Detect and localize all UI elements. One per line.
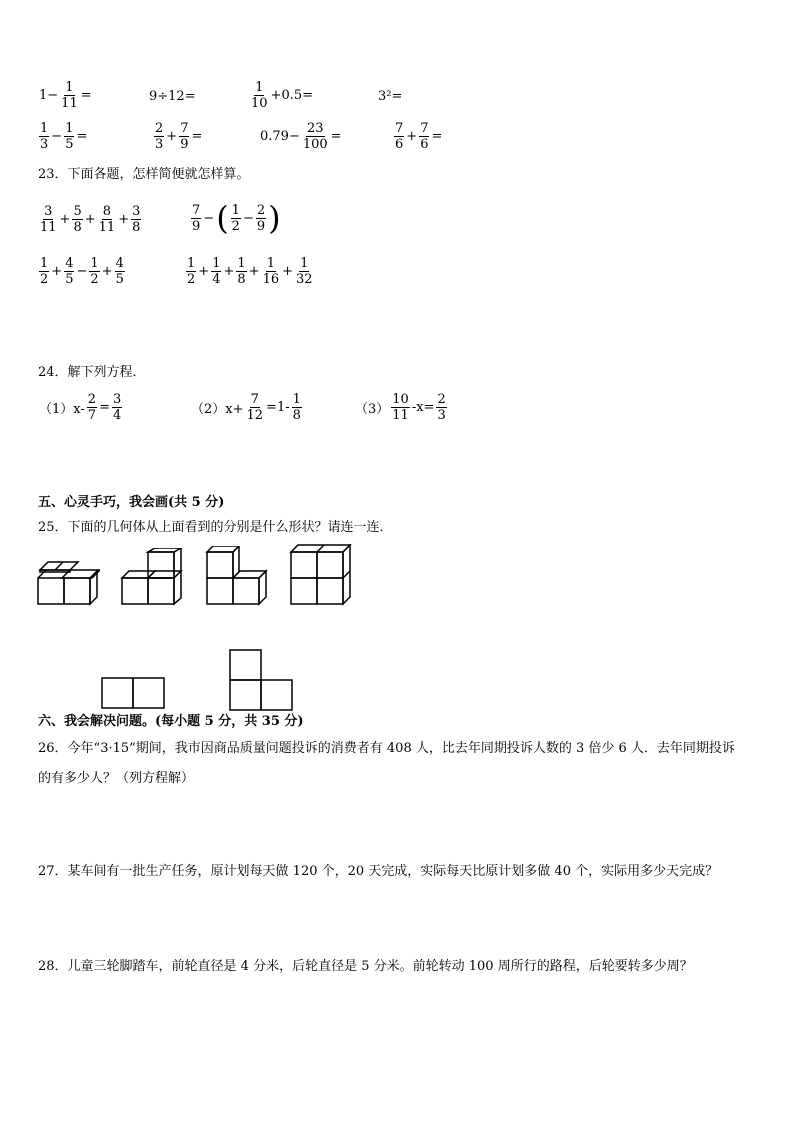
fraction: $\frac{1}{2}$ [90, 256, 99, 287]
section-5-title: 五、心灵手巧，我会画(共 5 分) [38, 495, 225, 510]
fraction: $\frac{23}{100}$ [302, 121, 328, 152]
warmup-expr-8: $\frac{7}{6}$ + $\frac{7}{6}$ = [395, 121, 443, 152]
solid-figure-1 [36, 558, 100, 606]
q24-eq-1: （1）x- $\frac{2}{7}$ = $\frac{3}{4}$ [39, 392, 122, 423]
expr-text: +0.5= [270, 88, 314, 103]
fraction: $\frac{1}{11}$ [61, 80, 78, 111]
fraction: $\frac{3}{11}$ [40, 204, 57, 235]
q23-expr-4: $\frac{1}{2}$ + $\frac{1}{4}$ + $\frac{1}{8}$ + $\frac{1}{16}$ + $\frac{1}{32}$ [187, 256, 313, 287]
q25-title: 25．下面的几何体从上面看到的分别是什么形状？请连一连． [38, 520, 393, 535]
warmup-expr-2 [148, 89, 197, 104]
fraction: $\frac{3}{4}$ [112, 392, 122, 423]
expr-text: = [80, 88, 92, 103]
warmup-expr-1 [38, 80, 93, 111]
fraction: $\frac{1}{2}$ [40, 256, 49, 287]
fraction: $\frac{1}{32}$ [296, 256, 313, 287]
fraction: $\frac{2}{9}$ [256, 202, 266, 234]
warmup-expr-7: 0.79− $\frac{23}{100}$ = [260, 121, 342, 152]
q24-eq-3: （3） $\frac{10}{11}$ -x= $\frac{2}{3}$ [355, 392, 446, 423]
fraction: $\frac{3}{8}$ [132, 204, 141, 235]
q28-text: 28．儿童三轮脚踏车，前轮直径是 4 分米，后轮直径是 5 分米。前轮转动 100 周所行的路程，后轮要转多少周？ [38, 959, 693, 974]
fraction: $\frac{7}{9}$ [180, 121, 189, 152]
q24-eq-2: （2）x+ $\frac{7}{12}$ =1- $\frac{1}{8}$ [191, 392, 301, 423]
section-6-title: 六、我会解决问题。(每小题 5 分，共 35 分) [38, 714, 304, 729]
fraction: $\frac{7}{9}$ [192, 202, 201, 234]
top-view-1 [101, 677, 165, 709]
q26-line-2: 的有多少人？（列方程解） [38, 771, 195, 786]
left-paren: ( [216, 199, 229, 237]
fraction: $\frac{2}{3}$ [437, 392, 446, 423]
warmup-expr-3 [249, 80, 314, 111]
fraction: $\frac{1}{4}$ [212, 256, 221, 287]
right-paren: ) [268, 199, 281, 237]
fraction: $\frac{1}{16}$ [262, 256, 280, 287]
q23-expr-1: $\frac{3}{11}$ + $\frac{5}{8}$ + $\frac{8}{11}$ + $\frac{3}{8}$ [40, 204, 141, 235]
solid-figure-4 [289, 544, 353, 606]
fraction: $\frac{1}{5}$ [65, 121, 74, 152]
fraction: $\frac{1}{2}$ [187, 256, 196, 287]
solid-figure-2 [120, 548, 184, 606]
fraction: $\frac{7}{12}$ [246, 392, 264, 423]
fraction: $\frac{2}{7}$ [87, 392, 97, 423]
fraction: $\frac{8}{11}$ [98, 204, 116, 235]
q23-expr-2: $\frac{7}{9}$ − ( $\frac{1}{2}$ − $\frac{2}{9}$ ) [192, 199, 281, 237]
q26-line-1: 26．今年“3·15”期间，我市因商品质量问题投诉的消费者有 408 人，比去年同期投诉人数的 3 倍少 6 人．去年同期投诉 [38, 741, 735, 756]
fraction: $\frac{2}{3}$ [155, 121, 164, 152]
expr-text: 3²= [378, 89, 403, 104]
q27-text: 27．某车间有一批生产任务，原计划每天做 120 个，20 天完成，实际每天比原计划多做 40 个，实际用多少天完成？ [38, 864, 719, 879]
expr-text: 1− [39, 88, 59, 103]
expr-text: 9÷12= [149, 89, 196, 104]
q23-expr-3: $\frac{1}{2}$ + $\frac{4}{5}$ − $\frac{1}{2}$ + $\frac{4}{5}$ [40, 256, 124, 287]
fraction: $\frac{1}{2}$ [231, 202, 240, 234]
fraction: $\frac{10}{11}$ [392, 392, 409, 423]
fraction: $\frac{1}{8}$ [237, 256, 246, 287]
fraction: $\frac{7}{6}$ [420, 121, 429, 152]
fraction: $\frac{1}{3}$ [40, 121, 49, 152]
warmup-expr-4 [377, 89, 403, 104]
warmup-expr-5: $\frac{1}{3}$ − $\frac{1}{5}$ = [40, 121, 88, 152]
solid-figure-3 [205, 546, 269, 606]
fraction: $\frac{4}{5}$ [65, 256, 74, 287]
fraction: $\frac{5}{8}$ [73, 204, 82, 235]
fraction: $\frac{7}{6}$ [395, 121, 404, 152]
warmup-expr-6: $\frac{2}{3}$ + $\frac{7}{9}$ = [155, 121, 203, 152]
fraction: $\frac{1}{10}$ [251, 80, 268, 111]
q23-title: 23．下面各题，怎样简便就怎样算。 [38, 167, 250, 182]
q24-title: 24．解下列方程． [38, 365, 146, 380]
fraction: $\frac{4}{5}$ [115, 256, 124, 287]
fraction: $\frac{1}{8}$ [292, 392, 301, 423]
top-view-2 [229, 649, 293, 711]
